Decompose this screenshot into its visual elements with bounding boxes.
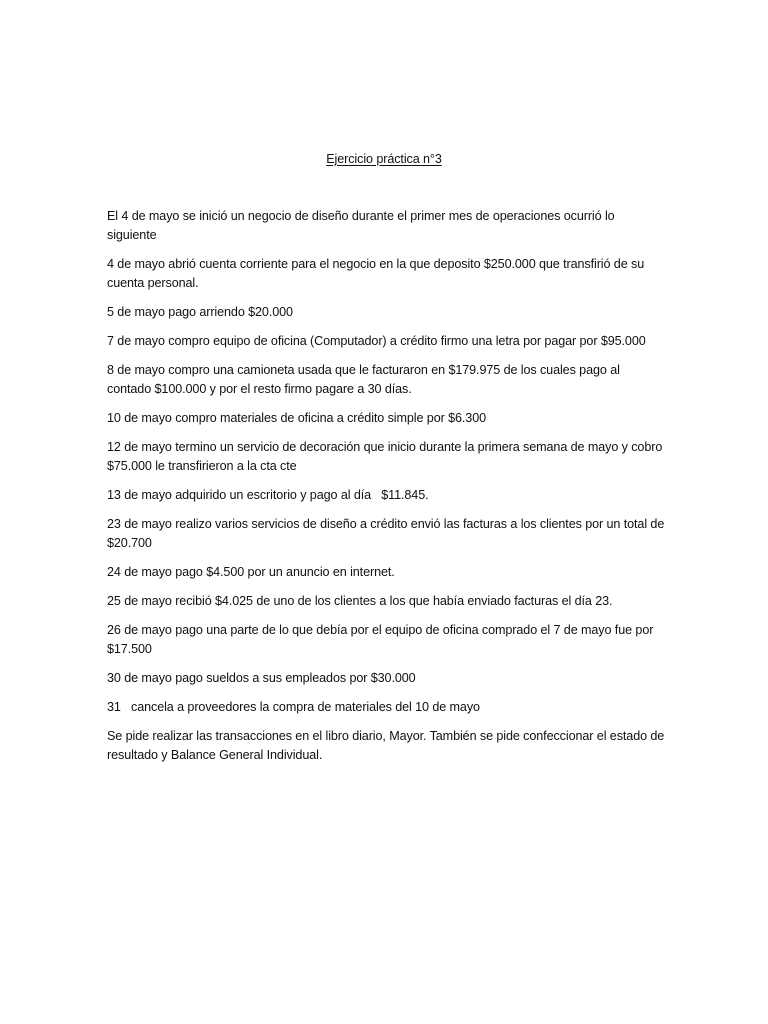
paragraph-instructions: Se pide realizar las transacciones en el libro diario, Mayor. También se pide confeccionar el estado de resultado y Balance General Individual.: [107, 729, 668, 762]
paragraph-may-26: 26 de mayo pago una parte de lo que debía por el equipo de oficina comprado el 7 de mayo fue por $17.500: [107, 623, 657, 656]
page-title: Ejercicio práctica n°3: [326, 152, 442, 166]
paragraph-may-12: 12 de mayo termino un servicio de decoración que inicio durante la primera semana de mayo y cobro $75.000 le transfirieron a la cta cte: [107, 440, 666, 473]
paragraph-may-24: 24 de mayo pago $4.500 por un anuncio en internet.: [107, 565, 395, 579]
paragraph-intro: El 4 de mayo se inició un negocio de diseño durante el primer mes de operaciones ocurrió lo siguiente: [107, 209, 618, 242]
paragraph-may-25: 25 de mayo recibió $4.025 de uno de los clientes a los que había enviado facturas el día 23.: [107, 594, 613, 608]
paragraph-may-7: 7 de mayo compro equipo de oficina (Computador) a crédito firmo una letra por pagar por $95.000: [107, 334, 646, 348]
paragraph-may-13: 13 de mayo adquirido un escritorio y pago al día $11.845.: [107, 488, 429, 502]
paragraph-may-4: 4 de mayo abrió cuenta corriente para el negocio en la que deposito $250.000 que transfirió de su cuenta personal.: [107, 257, 648, 290]
paragraph-may-5: 5 de mayo pago arriendo $20.000: [107, 305, 293, 319]
paragraph-may-31: 31 cancela a proveedores la compra de materiales del 10 de mayo: [107, 700, 480, 714]
paragraph-may-8: 8 de mayo compro una camioneta usada que le facturaron en $179.975 de los cuales pago al contado $100.000 y por el resto firmo pagare a 30 días.: [107, 363, 624, 396]
paragraph-may-10: 10 de mayo compro materiales de oficina a crédito simple por $6.300: [107, 411, 487, 425]
document-body: [107, 207, 668, 775]
paragraph-may-30: 30 de mayo pago sueldos a sus empleados por $30.000: [107, 671, 416, 685]
paragraph-may-23: 23 de mayo realizo varios servicios de diseño a crédito envió las facturas a los clientes por un total de $20.700: [107, 517, 668, 550]
